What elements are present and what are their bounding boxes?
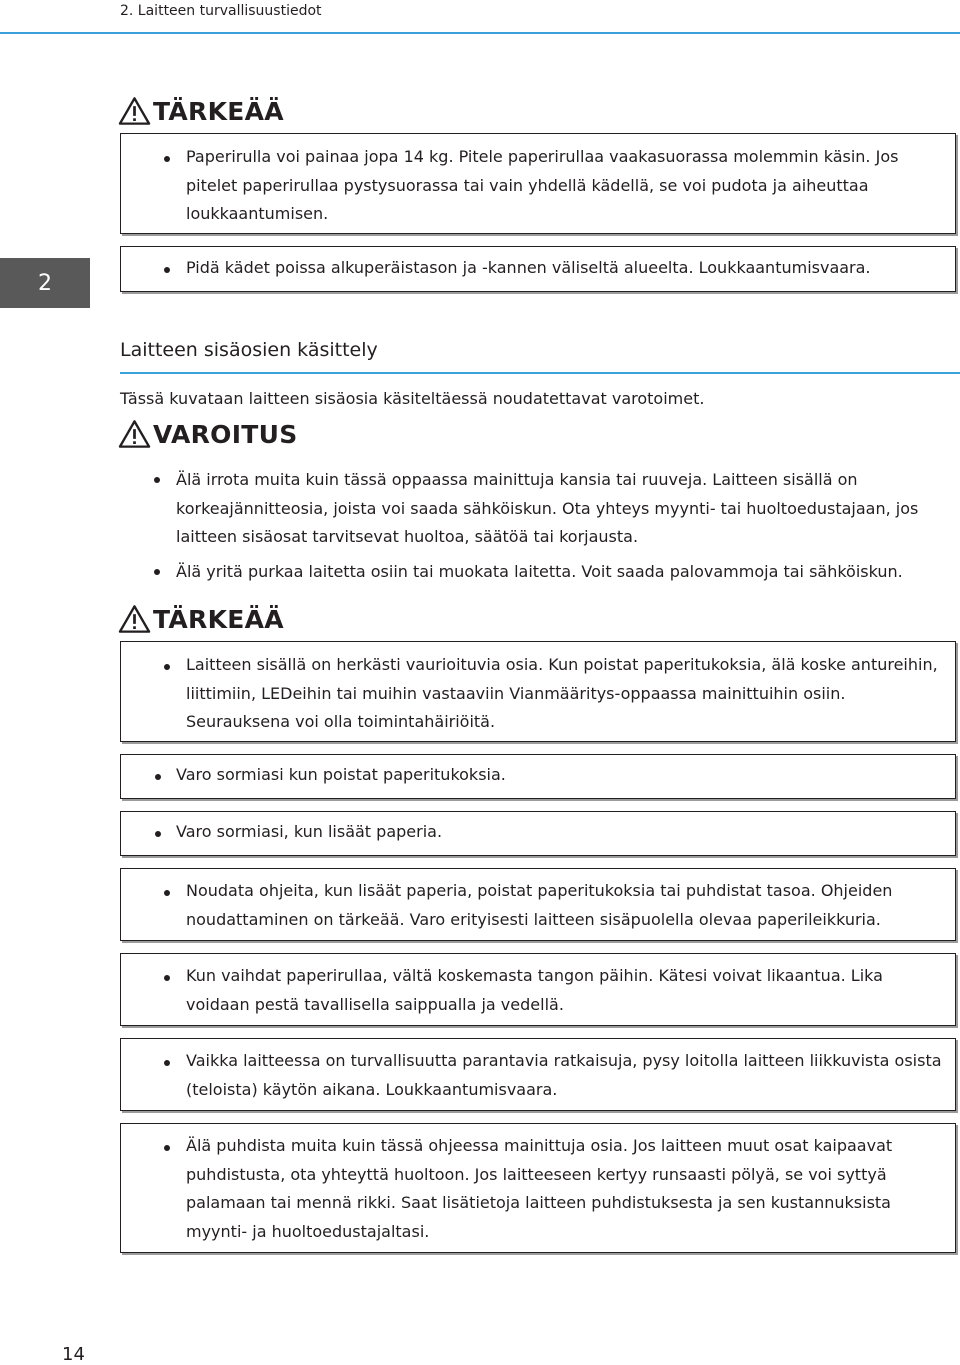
bullet [155,831,161,837]
important-heading-2 [118,604,284,634]
warning-item: Älä yritä purkaa laitetta osiin tai muokata laitetta. Voit saada palovammoja tai sähköiskun. [176,562,903,581]
bullet [164,890,170,896]
warning-item: Älä irrota muita kuin tässä oppaassa mainittuja kansia tai ruuveja. Laitteen sisällä on korkeajännitteosia, joista voi saada sähköiskun. Ota yhteys myynti- tai huoltoedustajaan, jos laitteen sisäosat tarvitsevat huoltoa, säätöä tai korjausta. [176,470,919,546]
notice-item: Paperirulla voi painaa jopa 14 kg. Pitele paperirullaa vaakasuorassa molemmin käsin. Jos pitelet paperirullaa pystysuorassa tai vain yhdellä kädellä, se voi pudota ja aiheuttaa loukkaantumisen. [186,147,899,223]
bullet [164,267,170,273]
notice-item: Laitteen sisällä on herkästi vaurioituvia osia. Kun poistat paperitukoksia, älä koske antureihin, liittimiin, LEDeihin tai muihin vastaaviin Vianmääritys-oppaassa mainittuihin osiin. Seurauksena voi olla toimintahäiriöitä. [186,655,938,731]
notice-box [120,811,956,856]
notice-box [120,246,956,292]
notice-item: Vaikka laitteessa on turvallisuutta parantavia ratkaisuja, pysy loitolla laitteen liikkuvista osista (teloista) käytön aikana. Loukkaantumisvaara. [186,1051,942,1099]
running-header: 2. Laitteen turvallisuustiedot [120,3,322,19]
chapter-tab: 2 [0,258,90,308]
notice-box [120,868,956,941]
notice-item: Noudata ohjeita, kun lisäät paperia, poistat paperitukoksia tai puhdistat tasoa. Ohjeiden noudattaminen on tärkeää. Varo erityisesti laitteen sisäpuolella olevaa paperileikkuria. [186,881,893,929]
notice-item: Varo sormiasi kun poistat paperitukoksia. [176,765,506,784]
section-intro: Tässä kuvataan laitteen sisäosia käsiteltäessä noudatettavat varotoimet. [120,389,705,408]
warning-heading-label: VAROITUS [153,419,298,449]
page-number: 14 [62,1344,85,1365]
important-heading-label: TÄRKEÄÄ [153,96,284,126]
bullet [164,1060,170,1066]
bullet [155,774,161,780]
warning-heading [118,419,298,449]
bullet [164,156,170,162]
notice-item: Pidä kädet poissa alkuperäistason ja -kannen väliseltä alueelta. Loukkaantumisvaara. [186,258,871,277]
notice-box [120,953,956,1026]
section-title: Laitteen sisäosien käsittely [120,339,378,361]
warning-triangle-icon [118,604,151,634]
bullet [154,569,160,575]
notice-item: Varo sormiasi, kun lisäät paperia. [176,822,443,841]
section-rule [120,372,960,374]
notice-box [120,754,956,799]
notice-box [120,1123,956,1253]
warning-triangle-icon [118,96,151,126]
notice-item: Älä puhdista muita kuin tässä ohjeessa mainittuja osia. Jos laitteen muut osat kaipaavat puhdistusta, ota yhteyttä huoltoon. Jos laitteeseen kertyy runsaasti pölyä, se voi syttyä palamaan tai mennä rikki. Saat lisätietoja laitteen puhdistuksesta ja sen kustannuksista myynti- ja huoltoedustajaltasi. [186,1136,893,1241]
header-rule [0,32,960,34]
bullet [154,477,160,483]
notice-item: Kun vaihdat paperirullaa, vältä koskemasta tangon päihin. Kätesi voivat likaantua. Lika voidaan pestä tavallisella saippualla ja vedellä. [186,966,883,1014]
important-heading-1 [118,96,284,126]
notice-box [120,1038,956,1111]
important-heading-label: TÄRKEÄÄ [153,604,284,634]
warning-triangle-icon [118,419,151,449]
bullet [164,975,170,981]
bullet [164,664,170,670]
notice-box [120,133,956,234]
bullet [164,1145,170,1151]
notice-box [120,641,956,742]
